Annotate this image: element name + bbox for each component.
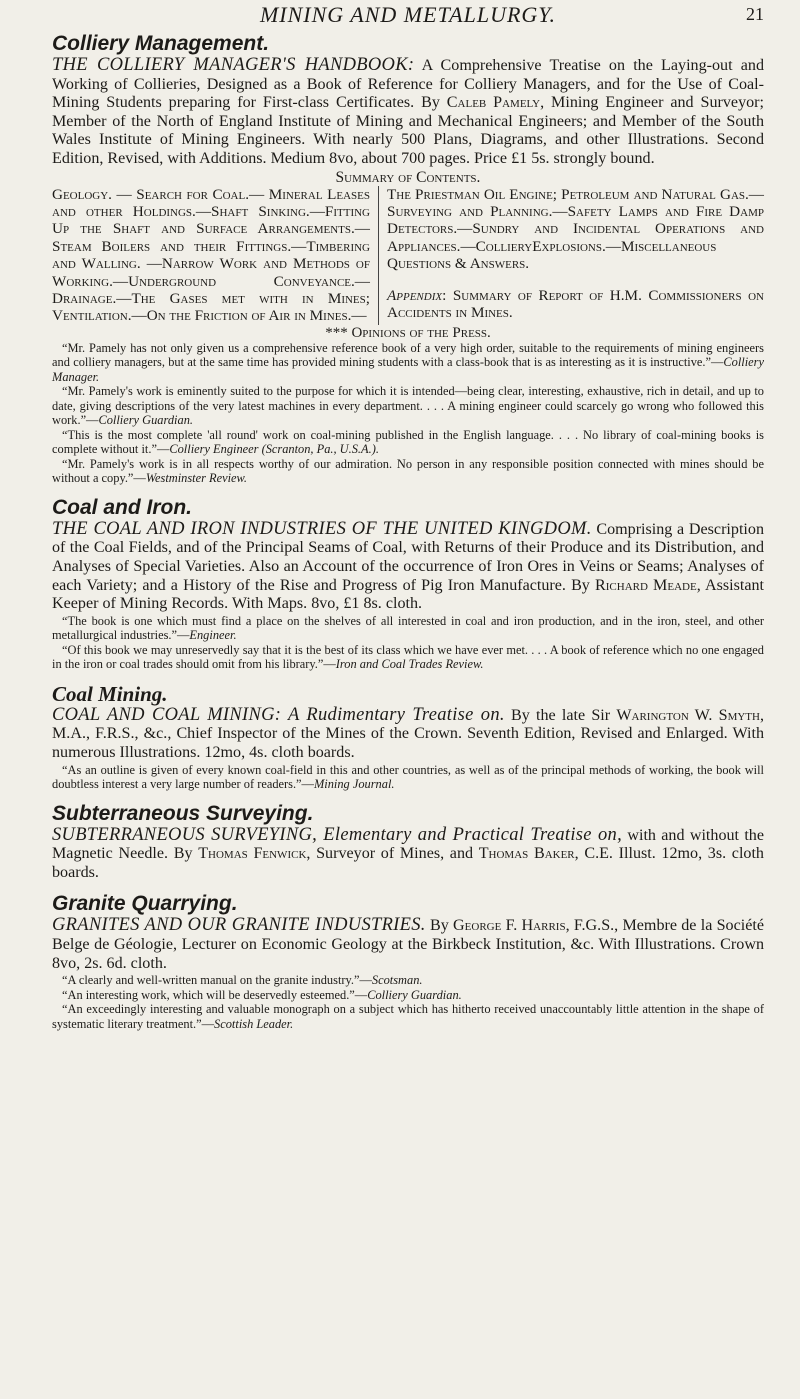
section-heading: Granite Quarrying. bbox=[52, 892, 238, 916]
book-title: THE COAL AND IRON INDUSTRIES OF THE UNITED KINGDOM. bbox=[52, 518, 592, 539]
section-subterraneous-surveying bbox=[52, 802, 764, 883]
author-name: Thomas Baker bbox=[478, 845, 575, 863]
quote-source: Westminster Review. bbox=[145, 471, 247, 486]
press-quote bbox=[52, 614, 764, 643]
author-name: Richard Meade bbox=[595, 576, 697, 594]
quote-text: “An exceedingly interesting and valuable monograph on a subject which has hitherto received unaccountably little attention in the shape of systematic literary treatment.”— bbox=[52, 1002, 764, 1031]
quote-text: “This is the most complete 'all round' work on coal-mining published in the English language. . . . No library of coal-mining books is complete without it.”— bbox=[52, 427, 764, 457]
press-quote bbox=[52, 341, 764, 385]
contents-left: Geology. — Search for Coal.— Mineral Leases and other Holdings.—Shaft Sinking.—Fitting Up the Shaft and Surface Arrangements.—Steam Boilers and their Fittings.—Timbering and Walling. —Narrow Work and Methods of Working.—Underground Conveyance.—Drainage.—The Gases met with in Mines; Ventilation.—On the Friction of Air in Mines.— bbox=[52, 186, 379, 325]
press-quote bbox=[52, 643, 764, 672]
author-name: Warington W. Smyth bbox=[616, 706, 760, 724]
appendix-text: : Summary of Report of H.M. Commissioners on Accidents in Mines. bbox=[387, 286, 764, 321]
quote-source: Scottish Leader. bbox=[214, 1016, 294, 1031]
quote-text: “Mr. Pamely's work is in all respects worthy of our admiration. No person in any responsible position connected with mines should be without a copy.”— bbox=[52, 456, 764, 486]
quote-text: “Of this book we may unreservedly say that it is the best of its class which we have ever met. . . . A book of reference which no one engaged in the iron or coal trades should omit from his library.”— bbox=[52, 642, 764, 672]
entry-text: By the late Sir bbox=[504, 706, 617, 724]
entry-text: By bbox=[425, 917, 454, 935]
quote-text: “Mr. Pamely has not only given us a comprehensive reference book of a very high order, suitable to the requirements of mining engineers and colliery managers, but at the same time has provided mining students with a class-book that is as interesting as it is instructive.”— bbox=[52, 340, 764, 370]
press-quote bbox=[52, 973, 764, 988]
quote-source: Colliery Engineer (Scranton, Pa., U.S.A.). bbox=[169, 442, 379, 457]
entry-text: , Surveyor of Mines, and bbox=[306, 845, 479, 863]
quote-source: Colliery Guardian. bbox=[367, 987, 462, 1002]
section-heading: Colliery Management. bbox=[52, 32, 270, 55]
summary-title: Summary of Contents. bbox=[335, 168, 481, 186]
entry-text: A Comprehensive Treatise on the Laying-out and Working of Collieries, Designed as a Book of Reference for Colliery Managers, and for the Use of Coal-Mining Students preparing for First-class Certificates. By bbox=[52, 57, 764, 112]
author-name: George F. Harris bbox=[453, 917, 566, 935]
book-entry bbox=[52, 706, 764, 763]
press-quote bbox=[52, 763, 764, 792]
quote-source: Iron and Coal Trades Review. bbox=[335, 657, 484, 672]
contents-columns bbox=[52, 186, 764, 325]
quote-text: “The book is one which must find a place on the shelves of all interested in coal and iron production, and in the iron, steel, and other metallurgical industries.”— bbox=[52, 613, 764, 643]
quote-source: Scotsman. bbox=[371, 973, 423, 988]
quote-text: “As an outline is given of every known coal-field in this and other countries, as well as of the principal methods of working, the book will doubtless interest a very large number of readers.”— bbox=[52, 762, 764, 792]
author-name: Thomas Fenwick bbox=[198, 845, 307, 863]
entry-text: , Assistant Keeper of Mining Records. With Maps. 8vo, £1 8s. cloth. bbox=[52, 576, 764, 613]
press-quote bbox=[52, 988, 764, 1003]
press-quote bbox=[52, 384, 764, 428]
book-title: THE COLLIERY MANAGER'S HANDBOOK: bbox=[52, 55, 415, 75]
book-title: SUBTERRANEOUS SURVEYING, Elementary and Practical Treatise on, bbox=[52, 824, 623, 845]
book-entry bbox=[52, 56, 764, 169]
press-quote bbox=[52, 428, 764, 457]
running-head bbox=[52, 0, 764, 30]
book-entry bbox=[52, 916, 764, 973]
press-quote bbox=[52, 457, 764, 486]
section-coal-and-iron bbox=[52, 496, 764, 672]
contents-right-text: The Priestman Oil Engine; Petroleum and Natural Gas.—Surveying and Planning.—Safety Lamps and Fire Damp Detectors.—Sundry and Incidental Operations and Appliances.—CollieryExplosions.—Miscellaneous Questions & Answers. bbox=[387, 185, 764, 273]
entry-text: Comprising a Description of the Coal Fields, and of the Principal Seams of Coal, with Returns of their Produce and its Distribution, and Analyses of Special Varieties. Also an Account of the occurrence of Iron Ores in Veins or Seams; Analyses of each Variety; and a History of the Rise and Progress of Pig Iron Manufacture. By bbox=[52, 520, 764, 594]
entry-text: , Mining Engineer and Surveyor; Member of the North of England Institute of Mining and Mechanical Engineers; and Member of the South Wales Institute of Mining Engineers. With nearly 500 Plans, Diagrams, and other Illustrations. Second Edition, Revised, with Additions. Medium 8vo, about 700 pages. Price £1 5s. strongly bound. bbox=[52, 94, 764, 167]
quote-source: Engineer. bbox=[189, 628, 237, 643]
section-heading: Coal Mining. bbox=[52, 681, 168, 706]
entry-text: , M.A., F.R.S., &c., Chief Inspector of the Mines of the Crown. Seventh Edition, Revised and Enlarged. With numerous Illustrations. 12mo, 4s. cloth boards. bbox=[52, 706, 764, 761]
book-entry bbox=[52, 520, 764, 614]
entry-text: , C.E. Illust. 12mo, 3s. cloth boards. bbox=[52, 845, 764, 881]
book-title: COAL AND COAL MINING: A Rudimentary Treatise on. bbox=[52, 704, 505, 725]
book-title: GRANITES AND OUR GRANITE INDUSTRIES. bbox=[52, 915, 426, 936]
section-granite-quarrying bbox=[52, 892, 764, 1031]
quote-source: Colliery Guardian. bbox=[98, 413, 193, 428]
section-coal-mining bbox=[52, 682, 764, 792]
author-name: Caleb Pamely bbox=[446, 94, 541, 112]
quote-source: Colliery Manager. bbox=[52, 355, 764, 384]
quote-text: “An interesting work, which will be deservedly esteemed.”— bbox=[62, 987, 368, 1002]
section-heading: Subterraneous Surveying. bbox=[52, 801, 314, 825]
section-heading: Coal and Iron. bbox=[52, 495, 193, 519]
running-head-title: MINING AND METALLURGY. bbox=[259, 2, 557, 27]
appendix bbox=[387, 287, 764, 322]
book-entry bbox=[52, 826, 764, 883]
section-colliery-management bbox=[52, 32, 764, 486]
appendix-label: Appendix bbox=[387, 286, 443, 304]
quote-text: “Mr. Pamely's work is eminently suited to the purpose for which it is intended—being clear, interesting, exhaustive, rich in detail, and up to date, giving descriptions of the very latest machines in every department. . . . A mining engineer could scarcely go wrong who followed this work.”— bbox=[52, 384, 764, 428]
contents-right bbox=[379, 186, 764, 325]
press-quote bbox=[52, 1002, 764, 1031]
entry-text: , F.G.S., Membre de la Société Belge de Géologie, Lecturer on Economic Geology at the Birkbeck Institution, &c. With Illustrations. Crown 8vo, 2s. 6d. cloth. bbox=[52, 917, 764, 972]
quote-source: Mining Journal. bbox=[313, 777, 395, 792]
entry-text: with and without the Magnetic Needle. By bbox=[52, 826, 764, 863]
page-number: 21 bbox=[746, 4, 764, 24]
quote-text: “A clearly and well-written manual on the granite industry.”— bbox=[62, 973, 372, 988]
opinions-title: *** Opinions of the Press. bbox=[325, 324, 491, 341]
